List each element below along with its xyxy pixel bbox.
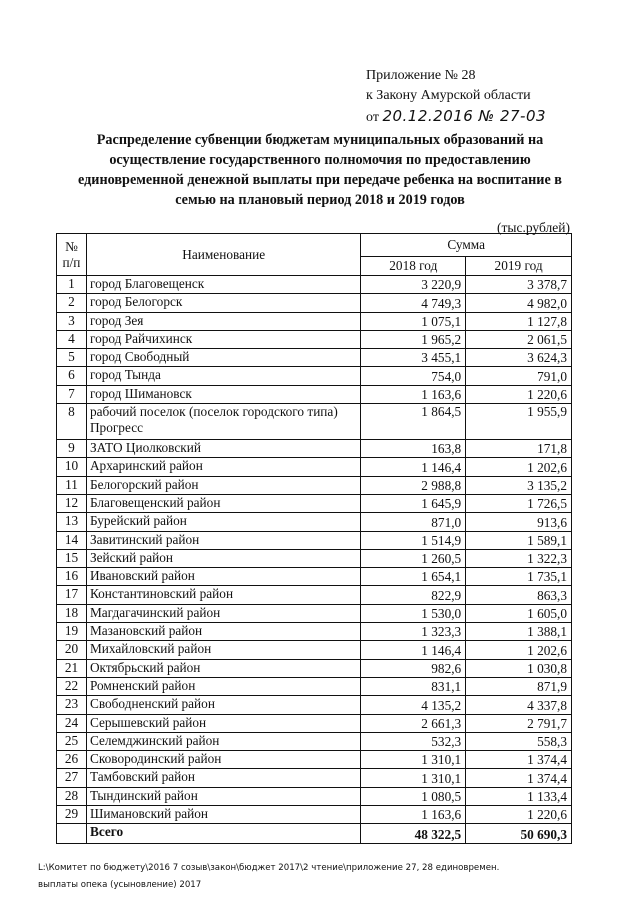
row-2019: 1 374,4 [466,769,572,787]
header-name: Наименование [86,234,360,276]
table-row [57,404,572,440]
row-2018: 2 988,8 [361,476,466,494]
row-2019: 1 955,9 [466,404,572,440]
table-row [57,385,572,403]
row-num: 25 [57,732,87,750]
row-2018: 982,6 [361,659,466,677]
row-2019: 913,6 [466,513,572,531]
row-name: Бурейский район [86,513,360,531]
row-2019: 1 220,6 [466,385,572,403]
row-num: 17 [57,586,87,604]
row-2019: 791,0 [466,367,572,385]
row-2018: 1 645,9 [361,494,466,512]
row-2019: 1 735,1 [466,568,572,586]
row-num: 3 [57,312,87,330]
row-2019: 863,3 [466,586,572,604]
total-label: Всего [86,824,360,844]
row-name: Ивановский район [86,568,360,586]
table-row [57,769,572,787]
row-name: Михайловский район [86,641,360,659]
header-sum: Сумма [361,234,572,257]
row-name: Свободненский район [86,696,360,714]
row-num: 1 [57,276,87,294]
row-num: 28 [57,787,87,805]
table-body [57,276,572,844]
row-2019: 1 202,6 [466,458,572,476]
row-name: Тамбовский район [86,769,360,787]
row-2019: 558,3 [466,732,572,750]
table-row [57,549,572,567]
table-row [57,714,572,732]
row-name: Магдагачинский район [86,604,360,622]
table-row [57,806,572,824]
table-row [57,312,572,330]
row-num: 14 [57,531,87,549]
row-2018: 754,0 [361,367,466,385]
row-2019: 1 726,5 [466,494,572,512]
row-name: Белогорский район [86,476,360,494]
row-2018: 1 146,4 [361,458,466,476]
row-name: Константиновский район [86,586,360,604]
row-num: 13 [57,513,87,531]
row-2018: 1 310,1 [361,769,466,787]
row-name: Шимановский район [86,806,360,824]
row-2019: 1 374,4 [466,751,572,769]
table-row [57,440,572,458]
row-2019: 1 127,8 [466,312,572,330]
row-2018: 1 075,1 [361,312,466,330]
row-2018: 4 749,3 [361,294,466,312]
row-name: Мазановский район [86,623,360,641]
table-row [57,604,572,622]
row-name: рабочий поселок (поселок городского типа) Прогресс [86,404,360,440]
table-row [57,367,572,385]
row-name: Завитинский район [86,531,360,549]
row-name: Сковородинский район [86,751,360,769]
row-2018: 1 864,5 [361,404,466,440]
row-num: 2 [57,294,87,312]
table-row [57,476,572,494]
total-2019: 50 690,3 [466,824,572,844]
row-num: 16 [57,568,87,586]
row-2019: 1 388,1 [466,623,572,641]
table-row [57,787,572,805]
row-num: 22 [57,677,87,695]
row-name: Октябрьский район [86,659,360,677]
row-2018: 871,0 [361,513,466,531]
table-row [57,330,572,348]
total-num-cell [57,824,87,844]
row-num: 21 [57,659,87,677]
row-2018: 2 661,3 [361,714,466,732]
row-2019: 3 624,3 [466,349,572,367]
row-num: 9 [57,440,87,458]
row-num: 24 [57,714,87,732]
row-2018: 1 310,1 [361,751,466,769]
row-name: ЗАТО Циолковский [86,440,360,458]
row-num: 8 [57,404,87,440]
row-num: 26 [57,751,87,769]
header-num: № п/п [57,234,87,276]
row-2018: 822,9 [361,586,466,604]
row-name: город Тында [86,367,360,385]
row-num: 18 [57,604,87,622]
row-2018: 163,8 [361,440,466,458]
handwritten-date: 20.12.2016 № 27-03 [382,107,547,125]
row-2019: 4 982,0 [466,294,572,312]
header-2018: 2018 год [361,257,466,276]
row-name: город Благовещенск [86,276,360,294]
table-row [57,458,572,476]
row-2018: 831,1 [361,677,466,695]
row-2019: 871,9 [466,677,572,695]
row-2018: 1 163,6 [361,385,466,403]
row-2019: 4 337,8 [466,696,572,714]
row-2018: 1 514,9 [361,531,466,549]
row-num: 11 [57,476,87,494]
row-2019: 3 378,7 [466,276,572,294]
row-2019: 1 202,6 [466,641,572,659]
row-name: Селемджинский район [86,732,360,750]
row-num: 12 [57,494,87,512]
row-2019: 1 605,0 [466,604,572,622]
appendix-block [366,66,546,128]
row-num: 10 [57,458,87,476]
row-num: 5 [57,349,87,367]
header-2019: 2019 год [466,257,572,276]
appendix-date [366,106,546,128]
row-2019: 171,8 [466,440,572,458]
row-2019: 1 220,6 [466,806,572,824]
table-row [57,586,572,604]
date-prefix: от [366,110,379,125]
table-row [57,276,572,294]
total-2018: 48 322,5 [361,824,466,844]
table-row [57,677,572,695]
distribution-table [56,233,572,844]
row-2019: 3 135,2 [466,476,572,494]
row-2019: 1 030,8 [466,659,572,677]
row-2018: 1 965,2 [361,330,466,348]
document-title: Распределение субвенции бюджетам муниципальных образований на осуществление государственного полномочия по предоставлению единовременной денежной выплаты при передаче ребенка на воспитание в семью на плановый период 2018 и 2019 годов [78,132,562,208]
table-row [57,732,572,750]
row-2018: 1 260,5 [361,549,466,567]
row-name: город Свободный [86,349,360,367]
row-num: 27 [57,769,87,787]
row-name: Ромненский район [86,677,360,695]
row-num: 6 [57,367,87,385]
row-2018: 3 220,9 [361,276,466,294]
table-row [57,641,572,659]
table-row [57,751,572,769]
row-2019: 2 061,5 [466,330,572,348]
table-row [57,531,572,549]
appendix-law: к Закону Амурской области [366,88,531,103]
row-2019: 2 791,7 [466,714,572,732]
row-2018: 1 654,1 [361,568,466,586]
row-name: город Зея [86,312,360,330]
footer-line-1: L:\Комитет по бюджету\2016 7 созыв\закон\бюджет 2017\2 чтение\приложение 27, 28 единовремен. [38,863,500,873]
table-row [57,623,572,641]
row-name: Архаринский район [86,458,360,476]
table-row [57,696,572,714]
row-num: 4 [57,330,87,348]
table-row [57,294,572,312]
table-row [57,659,572,677]
table-row [57,568,572,586]
total-row [57,824,572,844]
row-num: 29 [57,806,87,824]
row-name: город Белогорск [86,294,360,312]
row-name: Тындинский район [86,787,360,805]
row-num: 7 [57,385,87,403]
row-2018: 532,3 [361,732,466,750]
row-num: 19 [57,623,87,641]
row-2018: 1 163,6 [361,806,466,824]
row-2018: 1 146,4 [361,641,466,659]
row-2019: 1 322,3 [466,549,572,567]
row-2018: 4 135,2 [361,696,466,714]
row-num: 15 [57,549,87,567]
row-2018: 1 080,5 [361,787,466,805]
row-name: город Райчихинск [86,330,360,348]
row-name: Зейский район [86,549,360,567]
row-name: город Шимановск [86,385,360,403]
row-2019: 1 133,4 [466,787,572,805]
table-row [57,349,572,367]
row-2018: 1 323,3 [361,623,466,641]
units-label: (тыс.рублей) [497,220,570,235]
row-2018: 1 530,0 [361,604,466,622]
footer-line-2: выплаты опека (усыновление) 2017 [38,880,202,890]
table-row [57,494,572,512]
file-path-footer [38,860,618,894]
appendix-number: Приложение № 28 [366,68,476,83]
row-num: 23 [57,696,87,714]
row-num: 20 [57,641,87,659]
row-name: Благовещенский район [86,494,360,512]
row-2019: 1 589,1 [466,531,572,549]
table-row [57,513,572,531]
row-name: Серышевский район [86,714,360,732]
row-2018: 3 455,1 [361,349,466,367]
